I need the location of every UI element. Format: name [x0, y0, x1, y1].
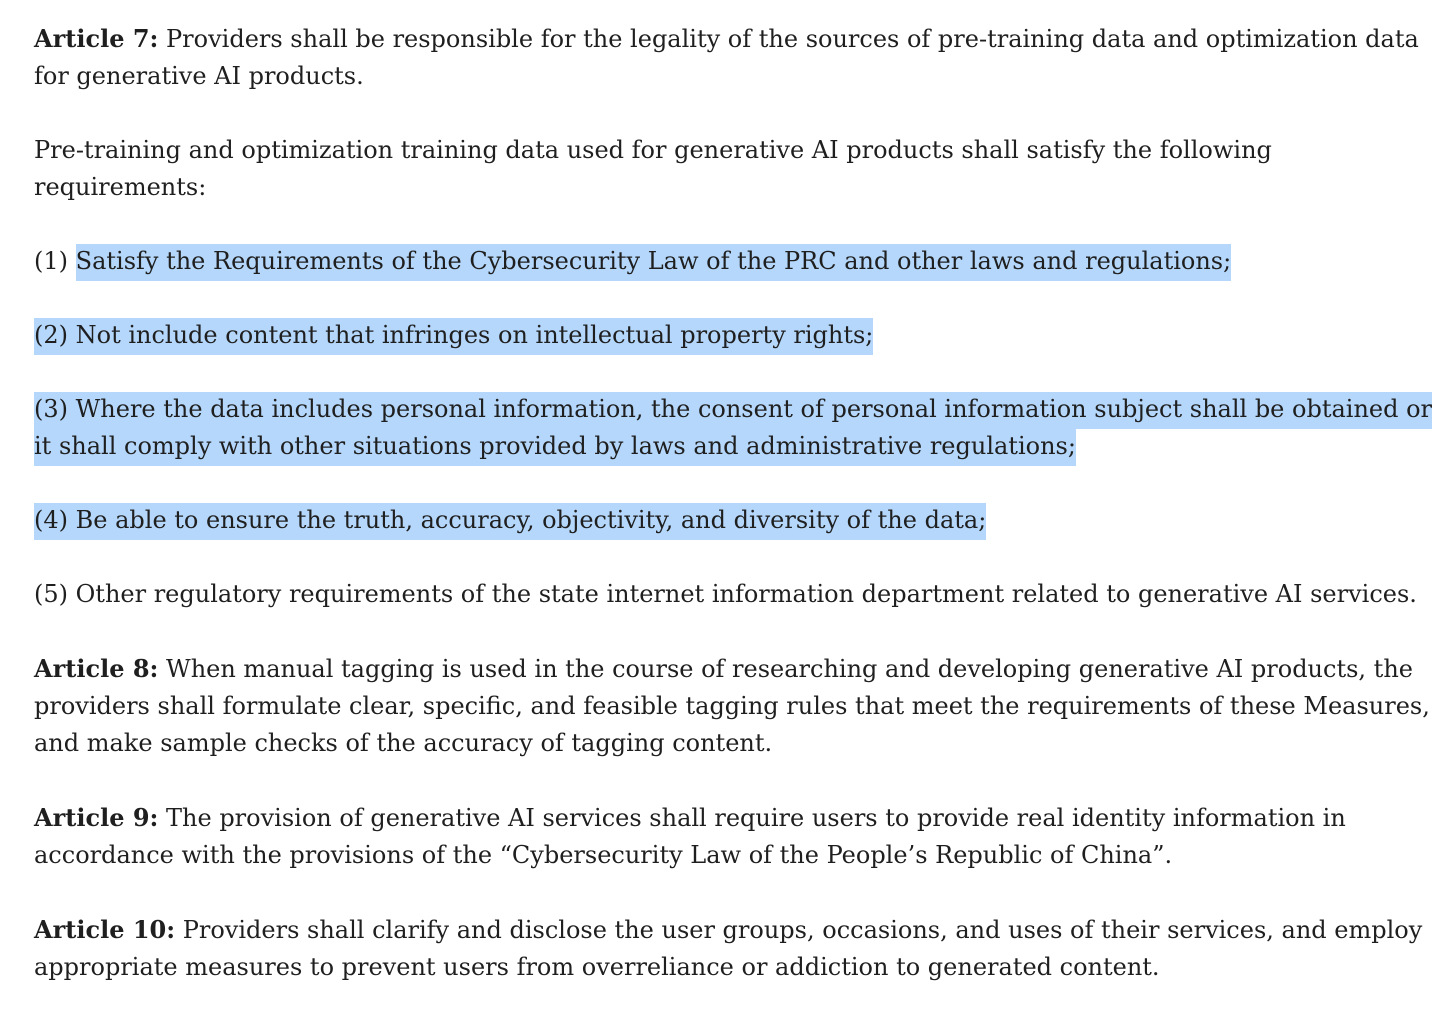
- requirement-item-2: [34, 317, 1434, 354]
- requirement-item-1: [34, 243, 1434, 280]
- requirement-item-1-number: (1): [34, 247, 76, 275]
- article-7-paragraph: [34, 20, 1434, 95]
- requirement-item-1-text: Satisfy the Requirements of the Cybersecurity Law of the PRC and other laws and regulations;: [76, 244, 1232, 281]
- article-10-paragraph: [34, 911, 1434, 986]
- requirement-item-4: [34, 502, 1434, 539]
- article-7-label: Article 7:: [34, 24, 159, 53]
- article-7-text: Providers shall be responsible for the legality of the sources of pre-training data and optimization data for generative AI products.: [34, 25, 1419, 90]
- article-8-text: When manual tagging is used in the course of researching and developing generative AI products, the providers shall formulate clear, specific, and feasible tagging rules that meet the requirements of these Measures, and make sample checks of the accuracy of tagging content.: [34, 655, 1430, 757]
- article-9-label: Article 9:: [34, 803, 159, 832]
- requirement-item-3-text: (3) Where the data includes personal information, the consent of personal information subject shall be obtained or it shall comply with other situations provided by laws and administrative regulations;: [34, 392, 1432, 466]
- document-body: [34, 20, 1434, 1023]
- article-8-label: Article 8:: [34, 654, 159, 683]
- article-9-text: The provision of generative AI services shall require users to provide real identity information in accordance with the provisions of the “Cybersecurity Law of the People’s Republic of China”.: [34, 804, 1346, 869]
- article-10-text: Providers shall clarify and disclose the user groups, occasions, and uses of their services, and employ appropriate measures to prevent users from overreliance or addiction to generated content.: [34, 916, 1423, 981]
- article-10-label: Article 10:: [34, 915, 176, 944]
- requirement-item-2-text: (2) Not include content that infringes on intellectual property rights;: [34, 318, 873, 355]
- requirements-intro: Pre-training and optimization training data used for generative AI products shall satisfy the following requirements:: [34, 136, 1272, 201]
- requirement-item-4-text: (4) Be able to ensure the truth, accuracy, objectivity, and diversity of the data;: [34, 503, 986, 540]
- requirement-item-3: [34, 391, 1434, 465]
- requirement-item-5: [34, 576, 1434, 613]
- article-9-paragraph: [34, 799, 1434, 874]
- article-8-paragraph: [34, 650, 1434, 762]
- requirement-item-5-text: (5) Other regulatory requirements of the state internet information department related to generative AI services.: [34, 580, 1417, 608]
